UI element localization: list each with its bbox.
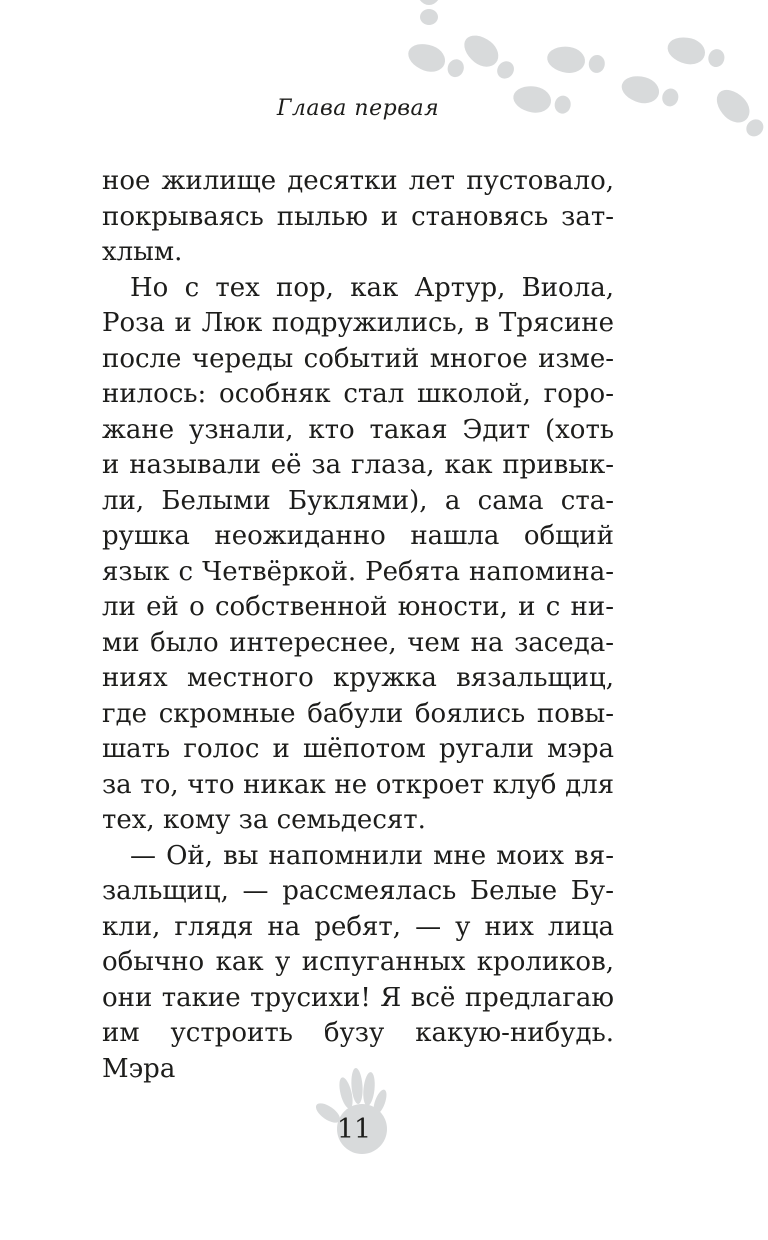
footprint-icon [416,0,442,25]
footprint-icon [404,39,467,83]
text-line: Но с тех пор, как Артур, Виола, [130,272,614,303]
text-line: ми было интереснее, чем на заседа- [102,627,614,658]
text-line: — Ой, вы напомнили мне моих вя- [130,840,614,871]
text-line: шать голос и шёпотом ругали мэра [102,734,614,764]
body-text [102,164,614,1087]
handprint-icon [316,1067,404,1159]
text-line: ли ей о собственной юности, и с ни- [102,592,614,622]
text-line: рушка неожиданно нашла общий [102,521,614,551]
text-line: после череды событий многое изме- [102,343,614,374]
text-line: нилось: особняк стал школой, горо- [102,379,614,409]
text-line: где скромные бабули боялись повы- [102,698,614,729]
text-line: зальщиц, — рассмеялась Белые Бу- [102,876,614,906]
text-line: язык с Четвёркой. Ребята напомина- [102,556,614,587]
text-line: они такие трусихи! Я всё предлагаю [102,982,614,1013]
text-line: обычно как у испуганных кроликов, [102,947,614,977]
text-line: Роза и Люк подружились, в Трясине [102,308,614,338]
footprint-icon [458,29,520,85]
chapter-header: Глава первая [276,96,440,121]
text-line: тех, кому за семьдесят. [102,805,426,835]
text-line: хлым. [102,237,183,267]
page-number: 11 [336,1114,372,1145]
footprint-icon [665,33,728,72]
footprint-icon [619,72,682,112]
text-line: им устроить бузу какую-нибудь. Мэра [102,1018,614,1084]
text-line: ниях местного кружка вязальщиц, [102,663,614,693]
footprint-icon [545,44,606,78]
text-line: ли, Белыми Буклями), а сама ста- [102,485,614,516]
text-line: покрываясь пылью и становясь зат- [102,201,614,232]
text-line: кли, глядя на ребят, — у них лица [102,911,614,942]
text-line: и называли её за глаза, как привык- [102,450,614,480]
footprint-icon [710,83,768,142]
text-line: ное жилище десятки лет пустовало, [102,166,614,196]
text-line: жане узнали, кто такая Эдит (хоть [102,414,614,445]
text-line: за то, что никак не откроет клуб для [102,769,614,800]
